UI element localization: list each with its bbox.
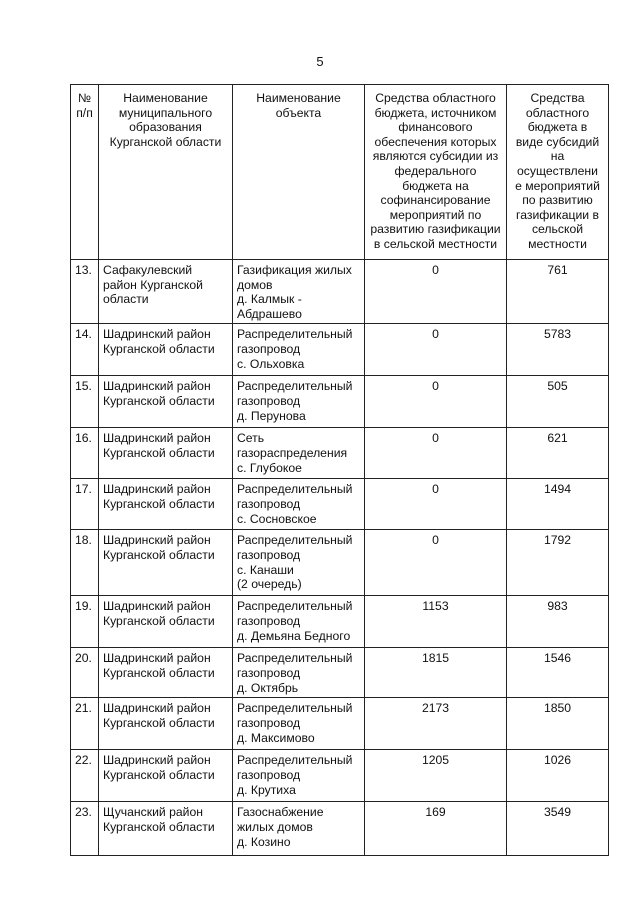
row-object: Газификация жилых домов д. Калмык - Абдрашево [233, 260, 365, 324]
row-municipality: Шадринский район Курганской области [99, 530, 233, 596]
row-federal-funds: 2173 [365, 698, 507, 750]
row-object: Распределительный газопровод с. Канаши (2 очередь) [233, 530, 365, 596]
row-regional-subsidy: 761 [507, 260, 609, 324]
row-number: 19. [71, 596, 99, 648]
header-object: Наименование объекта [233, 85, 365, 260]
header-federal-funds: Средства областного бюджета, источником финансового обеспечения которых являются субсидии из федерального бюджета на софинансирование мероприятий по развитию газификации в сельской местности [365, 85, 507, 260]
row-municipality: Шадринский район Курганской области [99, 324, 233, 376]
row-number: 17. [71, 479, 99, 530]
row-federal-funds: 0 [365, 530, 507, 596]
row-number: 13. [71, 260, 99, 324]
row-federal-funds: 0 [365, 324, 507, 376]
row-regional-subsidy: 983 [507, 596, 609, 648]
table-row [71, 802, 609, 856]
header-municipality: Наименование муниципального образования Курганской области [99, 85, 233, 260]
row-object: Распределительный газопровод д. Октябрь [233, 648, 365, 698]
row-regional-subsidy: 505 [507, 376, 609, 428]
table-row [71, 648, 609, 698]
row-number: 22. [71, 750, 99, 802]
table-row [71, 324, 609, 376]
row-federal-funds: 1205 [365, 750, 507, 802]
header-regional-subsidy: Средства областного бюджета в виде субсидий на осуществлени е мероприятий по развитию газификации в сельской местности [507, 85, 609, 260]
table-row [71, 750, 609, 802]
row-regional-subsidy: 1850 [507, 698, 609, 750]
row-object: Распределительный газопровод д. Максимово [233, 698, 365, 750]
table-row [71, 530, 609, 596]
table-row [71, 698, 609, 750]
budget-table [70, 84, 609, 856]
header-number: № п/п [71, 85, 99, 260]
row-municipality: Шадринский район Курганской области [99, 596, 233, 648]
row-object: Распределительный газопровод д. Крутиха [233, 750, 365, 802]
row-number: 14. [71, 324, 99, 376]
row-regional-subsidy: 1026 [507, 750, 609, 802]
row-number: 16. [71, 428, 99, 479]
table-row [71, 376, 609, 428]
row-regional-subsidy: 621 [507, 428, 609, 479]
row-object: Газоснабжение жилых домов д. Козино [233, 802, 365, 856]
table-row [71, 260, 609, 324]
row-municipality: Сафакулевский район Курганской области [99, 260, 233, 324]
table-header-row [71, 85, 609, 260]
row-federal-funds: 169 [365, 802, 507, 856]
page-number: 5 [316, 54, 324, 69]
row-number: 23. [71, 802, 99, 856]
row-number: 15. [71, 376, 99, 428]
row-number: 18. [71, 530, 99, 596]
row-federal-funds: 1153 [365, 596, 507, 648]
row-regional-subsidy: 3549 [507, 802, 609, 856]
row-municipality: Щучанский район Курганской области [99, 802, 233, 856]
row-regional-subsidy: 5783 [507, 324, 609, 376]
row-object: Распределительный газопровод с. Сосновское [233, 479, 365, 530]
row-federal-funds: 0 [365, 479, 507, 530]
row-object: Распределительный газопровод д. Демьяна Бедного [233, 596, 365, 648]
row-number: 21. [71, 698, 99, 750]
row-municipality: Шадринский район Курганской области [99, 428, 233, 479]
row-federal-funds: 0 [365, 428, 507, 479]
row-federal-funds: 0 [365, 376, 507, 428]
row-municipality: Шадринский район Курганской области [99, 750, 233, 802]
table-row [71, 479, 609, 530]
row-regional-subsidy: 1792 [507, 530, 609, 596]
row-object: Распределительный газопровод д. Перунова [233, 376, 365, 428]
row-number: 20. [71, 648, 99, 698]
row-municipality: Шадринский район Курганской области [99, 376, 233, 428]
row-federal-funds: 1815 [365, 648, 507, 698]
row-federal-funds: 0 [365, 260, 507, 324]
row-object: Сеть газораспределения с. Глубокое [233, 428, 365, 479]
row-regional-subsidy: 1494 [507, 479, 609, 530]
table-row [71, 596, 609, 648]
table-row [71, 428, 609, 479]
row-municipality: Шадринский район Курганской области [99, 648, 233, 698]
row-object: Распределительный газопровод с. Ольховка [233, 324, 365, 376]
row-municipality: Шадринский район Курганской области [99, 479, 233, 530]
row-regional-subsidy: 1546 [507, 648, 609, 698]
row-municipality: Шадринский район Курганской области [99, 698, 233, 750]
